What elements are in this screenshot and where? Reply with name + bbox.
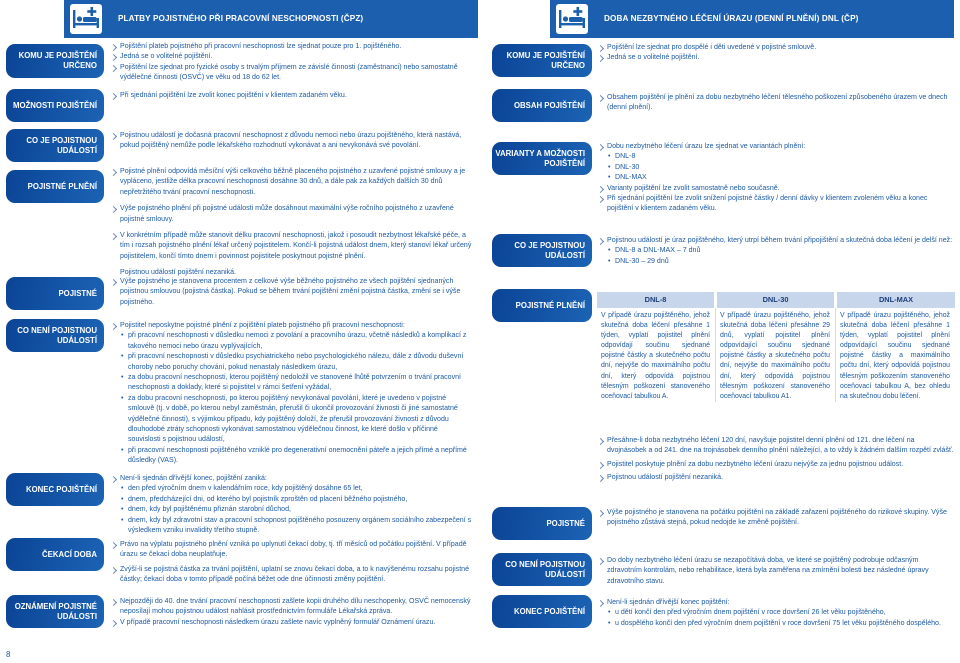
- label-co-neni-pojistnou-udalosti: [492, 553, 592, 586]
- list-item: Obsahem pojištění je plnění za dobu nezbytného léčení tělesného poškození způsobeného úrazem ve dnech (denní plnění).: [597, 93, 954, 114]
- label-varianty-a-moznosti: [492, 142, 592, 175]
- label-text: POJISTNÉ: [546, 518, 585, 528]
- list-item: Do doby nezbytného léčení úrazu se nezapočítává doba, ve které se pojištěný podrobuje odčasným zdravotním kontrolám, nebo rehabilitace, která byla zaměřena na zmírnění bolesti bez následné úpravy zdravotního stavu.: [597, 556, 954, 587]
- list-item-intro: Pojistitel neposkytne pojistné plnění z pojištění plateb pojistného při pracovní neschopnosti:: [110, 321, 472, 331]
- sub-item: • za dobu pracovní neschopnosti, po kterou pojištěný nevykonával povolání, které je uvedeno v pojistné smlouvě (tj. v době, po kterou nebyl zaměstnán, přerušil či ukončil provozování živnosti či jiné samostatné výdělečné činnosti), s výjimkou případu, kdy pojištěný doloží, že přerušil provozování živnosti z důvodu dlouhodobé ztráty schopnosti vykonávat samostatnou výdělečnou činnost, ke které došlo v příčinné souvislosti s pojistnou událostí,: [110, 394, 472, 446]
- sub-item: • DNL-30 – 29 dnů: [597, 257, 954, 267]
- list-item: Zvýší-li se pojistná částka za trvání pojištění, uplatní se znovu čekací doba, a to k navýšenému rozsahu pojistné částky; čekací doba v tomto případě počíná běžet ode dne účinnosti změny pojištění.: [110, 565, 472, 586]
- sub-item: • dnem, kdy byl pojištěnému přiznán starobní důchod,: [110, 505, 472, 515]
- label-text: CO NENÍ POJISTNOU UDÁLOSTÍ: [17, 325, 97, 345]
- left-cekaci-section: [110, 540, 472, 586]
- left-header-bar: [64, 0, 478, 38]
- label-pojistne-plneni: [492, 289, 592, 322]
- label-pojistne-plneni: [6, 170, 104, 203]
- list-item: Varianty pojištění lze zvolit samostatně nebo současně.: [597, 184, 954, 194]
- list-item: Přesáhne-li doba nezbytného léčení 120 dní, navyšuje pojistitel denní plnění od 121. dne léčení na dvojnásobek a od 241. dne na trojnásobek denního plnění náležející, a to vždy k žádném dalším rozpětí zvlášť.: [597, 436, 954, 457]
- page-number: 8: [6, 650, 11, 659]
- label-text: CO JE POJISTNOU UDÁLOSTÍ: [26, 135, 97, 155]
- left-co-je-section: [110, 131, 472, 152]
- table-header: DNL-30: [716, 292, 836, 308]
- left-co-neni-section: [110, 321, 472, 467]
- bed-cross-icon: [556, 4, 588, 34]
- left-plneni-section: [110, 167, 472, 279]
- label-pojistne: [492, 507, 592, 540]
- variant-item: • DNL-MAX: [597, 173, 954, 183]
- left-komu-section: [110, 42, 472, 84]
- label-text: CO NENÍ POJISTNOU UDÁLOSTÍ: [505, 559, 585, 579]
- label-konec-pojisteni: [6, 473, 104, 506]
- right-obsah-section: [597, 93, 954, 114]
- list-item-intro: Není-li sjednán dřívější konec pojištění:: [597, 598, 954, 608]
- list-item: Pojistnou událostí je dočasná pracovní neschopnost z důvodu nemoci nebo úrazu pojištěného, která nastává, pokud pojištěný nemůže podle lékařského rozhodnutí vykonávat a ani nevykonává své povolání.: [110, 131, 472, 152]
- list-item: Výše pojistného je stanovena procentem z celkové výše běžného pojistného ze všech pojištění sjednaných pojistnou smlouvou (pojistná částka). Pokud se během trvání pojištění změní pojistná částka, změní se i výše pojistného.: [110, 277, 472, 308]
- label-co-je-pojistnou-udalosti: [492, 234, 592, 267]
- right-co-neni-section: [597, 556, 954, 587]
- sub-item: • při pracovní neschopnosti v důsledku nemoci z povolání a pracovního úrazu, včetně následků a komplikací z takového nemoci nebo úrazu vyplývajících,: [110, 331, 472, 352]
- label-text: MOŽNOSTI POJIŠTĚNÍ: [12, 100, 97, 110]
- table-header: DNL-MAX: [836, 292, 956, 308]
- right-co-je-section: [597, 236, 954, 267]
- label-obsah-pojisteni: [492, 89, 592, 122]
- table-cell: V případě úrazu pojištěného, jehož skutečná doba léčení přesáhne 1 týden, vyplatí pojistitel plnění odpovídající součinu sjednané pojistné částky a maximálního počtu dní, který odpovídá pojistnou tělesným poškozením stanoveného oceňovací tabulkou A, bez ohledu na skutečnou dobu léčení.: [840, 312, 950, 400]
- sub-item: • při pracovní neschopnosti v důsledku psychiatrického nebo psychologického nálezu, dále z důvodu duševní choroby nebo poruchy chování, pokud nenastaly následkem úrazu,: [110, 352, 472, 373]
- right-pojistne-section: [597, 508, 954, 529]
- sub-item: • dnem, kdy byl zdravotní stav a pracovní schopnost pojištěného posouzeny orgánem sociálního zabezpečení s výsledkem vzniku invalidity třetího stupně.: [110, 516, 472, 537]
- list-item: Právo na výplatu pojistného plnění vzniká po uplynutí čekací doby, tj. tří měsíců od počátku pojištění. V případě úrazu se čekací doba neuplatňuje.: [110, 540, 472, 561]
- sub-item: • za dobu pracovní neschopnosti, kterou pojištěný nedoložil ve stanovené lhůtě potvrzením o trvání pracovní neschopnosti a doklady, které si pojistitel v rámci šetření vyžádal,: [110, 373, 472, 394]
- left-moznosti-section: [110, 91, 472, 101]
- label-text: KOMU JE POJIŠTĚNÍ URČENO: [506, 50, 585, 70]
- list-item: Nejpozději do 40. dne trvání pracovní neschopnosti zašlete kopii druhého dílu neschopenky, OSVČ nemocenský neposílají mohou pojistnou událost nahlásit prostřednictvím formuláře Lékařská zpráva.: [110, 597, 472, 618]
- list-item: Pojistnou událostí pojištění nezaniká.: [597, 473, 954, 483]
- label-text: OZNÁMENÍ POJISTNÉ UDÁLOSTI: [14, 601, 97, 621]
- plneni-note: Pojistnou událostí pojištění nezaniká.: [120, 269, 236, 277]
- right-header-bar: [550, 0, 954, 38]
- table-cell: V případě úrazu pojištěného, jehož skutečná doba léčení přesáhne 29 dnů, vyplatí pojistitel plnění odpovídající součinu sjednané pojistné částky a skutečného počtu dní, nejvýše do maximálního počtu dní, který odpovídá pojistnou tělesným poškození stanoveného oceňovací tabulkou A1.: [716, 308, 836, 402]
- plneni-variant-table: [597, 292, 955, 402]
- left-oznameni-section: [110, 597, 472, 628]
- bed-cross-icon: [70, 4, 102, 34]
- list-item-intro: Dobu nezbytného léčení úrazu lze sjednat ve variantách plnění:: [597, 142, 954, 152]
- label-text: VARIANTY A MOŽNOSTI POJIŠTĚNÍ: [495, 148, 585, 168]
- list-item-intro: Není-li sjednán dřívější konec, pojištění zaniká:: [110, 474, 472, 484]
- label-text: CO JE POJISTNOU UDÁLOSTÍ: [514, 240, 585, 260]
- variant-item: • DNL-8: [597, 152, 954, 162]
- label-komu-je-pojisteni-urceno: [492, 44, 592, 77]
- label-text: POJISTNÉ: [58, 288, 97, 298]
- label-text: ČEKACÍ DOBA: [41, 549, 97, 559]
- label-text: KONEC POJIŠTĚNÍ: [25, 484, 97, 494]
- table-cell: V případě úrazu pojištěného, jehož skutečná doba léčení přesáhne 1 týden, vyplatí pojistitel plnění odpovídají součinu sjednané pojistné částky a skutečného počtu dní, nejvýše do maximálního počtu dní, který odpovídá pojistnou tělesným poškození stanoveného oceňovací tabulkou A.: [597, 308, 716, 402]
- label-pojistne: [6, 277, 104, 310]
- table-header: DNL-8: [597, 292, 716, 308]
- label-text: OBSAH POJIŠTĚNÍ: [513, 100, 585, 110]
- left-page-title: PLATBY POJISTNÉHO PŘI PRACOVNÍ NESCHOPNOSTI (ČPZ): [118, 14, 364, 23]
- left-pojistne-section: [110, 277, 472, 308]
- label-text: KONEC POJIŠTĚNÍ: [513, 606, 585, 616]
- list-item: Výše pojistného je stanovena na počátku pojištění na základě zařazení pojištěného do rizikové skupiny. Výše pojistného zůstává stejná, pokud nedojde ke změně pojištění.: [597, 508, 954, 529]
- label-komu-je-pojisteni-urceno: [6, 44, 104, 78]
- label-moznosti-pojisteni: [6, 89, 104, 122]
- sub-item: • dnem, předcházející dni, od kterého byl pojistník zproštěn od placení běžného pojistného,: [110, 495, 472, 505]
- list-item-intro: Pojistnou událostí je úraz pojištěného, který utrpí během trvání připojištění a skutečná doba léčení je delší než:: [597, 236, 954, 246]
- list-item: Pojištění lze sjednat pro dospělé i děti uvedené v pojistné smlouvě.: [597, 43, 954, 53]
- list-item: Výše pojistného plnění při pojistné události může dosáhnout maximální výše ročního pojistného z uzavřené pojistné smlouvy.: [110, 204, 472, 225]
- right-konec-section: [597, 598, 954, 629]
- label-text: KOMU JE POJIŠTĚNÍ URČENO: [18, 51, 97, 70]
- list-item: Pojištění lze sjednat pro fyzické osoby s trvalým příjmem ze závislé činnosti (zaměstnanci) nebo samostatně výdělečné činnosti (OSVČ) ve věku od 18 do 62 let.: [110, 63, 472, 84]
- list-item: V konkrétním případě může stanovit délku pracovní neschopnosti, jakož i posoudit nezbytnost lékařské péče, a tím i rozsah pojistného plnění lékař určený pojistitelem. Končí-li pojistná událost dnem, který stanoví lékař určený pojistitelem, končí tímto dnem i povinnost pojistitele poskytnout pojistné plnění.: [110, 231, 472, 262]
- right-plneni-section: [597, 436, 954, 484]
- sub-item: • při pracovní neschopnosti pojištěného vzniklé pro degenerativní onemocnění páteře a jejich přímé a nepřímé důsledky (VAS).: [110, 446, 472, 467]
- sub-item: • den před výročním dnem v kalendářním roce, kdy pojištěný dosáhne 65 let,: [110, 484, 472, 494]
- label-co-je-pojistnou-udalosti: [6, 129, 104, 162]
- list-item: Jedná se o volitelné pojištění.: [597, 53, 954, 63]
- list-item: Pojištění plateb pojistného při pracovní neschopnosti lze sjednat pouze pro 1. pojištěného.: [110, 42, 472, 52]
- list-item: Pojistitel poskytuje plnění za dobu nezbytného léčení úrazu nejvýše za jednu pojistnou událost.: [597, 460, 954, 470]
- label-konec-pojisteni: [492, 595, 592, 628]
- label-cekaci-doba: [6, 538, 104, 571]
- sub-item: • u dospělého končí den před výročním dnem pojištění v roce dovršení 75 let věku pojištěného dospělého.: [597, 619, 954, 629]
- right-varianty-section: [597, 142, 954, 215]
- label-co-neni-pojistnou-udalosti: [6, 319, 104, 352]
- sub-item: • u dětí končí den před výročním dnem pojištění v roce dovršení 26 let věku pojištěného,: [597, 608, 954, 618]
- list-item: Při sjednání pojištění lze zvolit konec pojištění v klientem zadaném věku.: [110, 91, 472, 101]
- list-item: Při sjednání pojištění lze zvolit snížení pojistné částky / denní dávky v klientem zvoleném věku a konec pojištění v klientem zadaném věku.: [597, 194, 954, 215]
- right-komu-section: [597, 43, 954, 64]
- list-item: Pojistné plnění odpovídá měsíční výši celkového běžně placeného pojistného z uzavřené pojistné smlouvy a je vypláceno, jestliže délka pracovní neschopnosti dosáhne 30 dnů, a dále pak za každých dalších 30 dnů nepřetržitého trvání pracovní neschopnosti.: [110, 167, 472, 198]
- label-text: POJISTNÉ PLNĚNÍ: [515, 300, 585, 310]
- left-konec-section: [110, 474, 472, 536]
- list-item: V případě pracovní neschopnosti následkem úrazu zašlete navíc vyplněný formulář Oznámení úrazu.: [110, 618, 472, 628]
- sub-item: • DNL-8 a DNL-MAX – 7 dnů: [597, 246, 954, 256]
- right-page-title: DOBA NEZBYTNÉHO LÉČENÍ ÚRAZU (DENNÍ PLNĚNÍ) DNL (ČP): [604, 14, 859, 23]
- variant-item: • DNL-30: [597, 163, 954, 173]
- label-text: POJISTNÉ PLNĚNÍ: [27, 181, 97, 191]
- list-item: Jedná se o volitelné pojištění.: [110, 52, 472, 62]
- label-oznameni-pojistne-udalosti: [6, 595, 104, 628]
